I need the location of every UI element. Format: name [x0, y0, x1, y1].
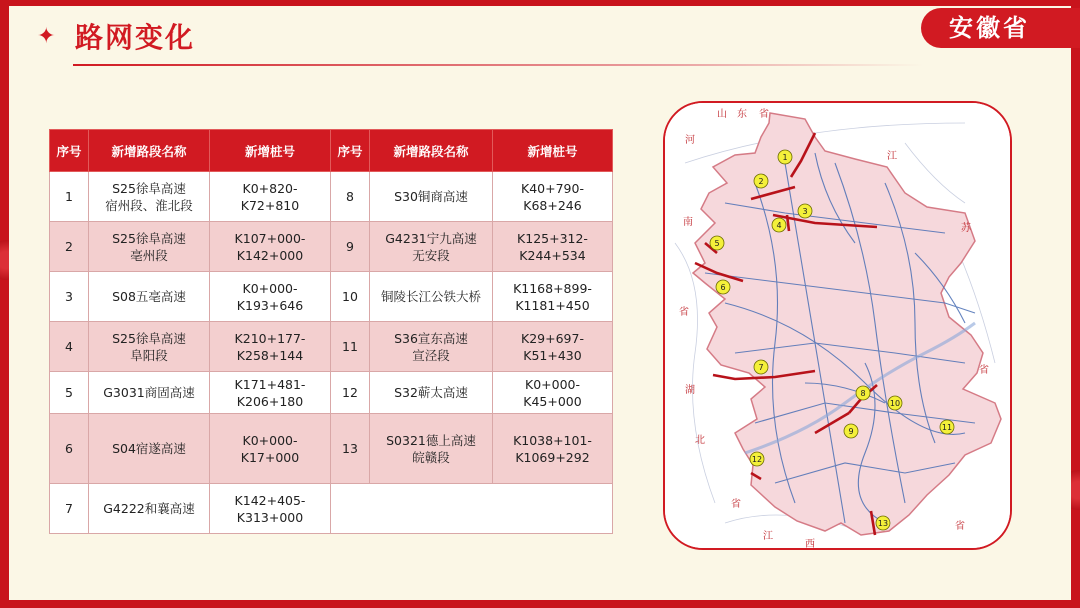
header-name: 新增路段名称	[370, 130, 493, 172]
map-marker-label: 1	[782, 153, 788, 162]
map-svg	[665, 103, 1012, 550]
stake-range	[493, 222, 613, 272]
stake-range	[493, 272, 613, 322]
map-label-hubei-1: 湖	[685, 385, 695, 396]
road-name	[89, 172, 210, 222]
header-name: 新增路段名称	[89, 130, 210, 172]
row-number: 1	[50, 172, 89, 222]
header-stake: 新增桩号	[210, 130, 331, 172]
road-name-line: G4222和襄高速	[103, 501, 195, 516]
stake-range-line: K313+000	[236, 509, 304, 525]
road-name-line: S04宿遂高速	[112, 441, 186, 456]
map-label-hubei-3: 省	[731, 499, 741, 510]
map-label-jiangsu-3: 省	[979, 365, 989, 376]
map-label-jiangxi-1: 江	[763, 531, 773, 542]
table-row	[50, 322, 613, 372]
stake-range-line: K17+000	[240, 449, 300, 465]
road-name-line: 皖赣段	[412, 449, 450, 465]
road-name-line: G4231宁九高速	[385, 230, 477, 246]
road-name-line: S0321德上高速	[386, 432, 476, 448]
road-name-line: 宿州段、淮北段	[105, 197, 193, 213]
stake-range	[493, 172, 613, 222]
map-marker-label: 8	[860, 389, 866, 398]
stake-range-line: K171+481-	[234, 376, 306, 392]
stake-range	[493, 414, 613, 484]
stake-range-line: K107+000-	[234, 230, 306, 246]
stake-range-line: K125+312-	[517, 230, 588, 246]
header-stake: 新增桩号	[493, 130, 613, 172]
map-label-shandong-3: 省	[759, 109, 769, 120]
stake-range-line: K40+790-	[521, 180, 584, 196]
stake-range-line: K1069+292	[515, 449, 590, 465]
road-change-table	[49, 129, 613, 534]
stake-range-line: K193+646	[236, 297, 304, 313]
table-row	[50, 272, 613, 322]
stake-range-line: K206+180	[236, 393, 304, 409]
stake-range	[210, 372, 331, 414]
road-name-line: S30铜商高速	[394, 189, 468, 204]
map-label-shandong-1: 山	[717, 109, 727, 120]
stake-range-line: K45+000	[523, 393, 582, 409]
map-marker-label: 9	[848, 427, 854, 436]
row-number: 13	[331, 414, 370, 484]
map-label-hubei-2: 北	[695, 435, 705, 446]
stake-range-line: K72+810	[240, 197, 300, 213]
map-marker-label: 6	[720, 283, 726, 292]
road-name	[370, 172, 493, 222]
table-row	[50, 484, 613, 534]
table-row	[50, 222, 613, 272]
map-marker-label: 4	[776, 221, 782, 230]
road-name-line: S36宣东高速	[394, 330, 468, 346]
map-label-jiangxi-2: 西	[805, 539, 815, 550]
map-label-jiangsu-1: 江	[887, 151, 897, 162]
map-marker-label: 2	[758, 177, 764, 186]
stake-range	[210, 484, 331, 534]
road-name-line: S25徐阜高速	[112, 180, 186, 196]
road-name-line: S32蕲太高速	[394, 385, 468, 400]
road-name-line: G3031商固高速	[103, 385, 195, 400]
stake-range-line: K244+534	[519, 247, 586, 263]
table-header-row	[50, 130, 613, 172]
stake-range-line: K0+000-	[242, 432, 298, 448]
table-row	[50, 372, 613, 414]
map-label-jiangsu-2: 苏	[961, 223, 971, 234]
road-name	[89, 372, 210, 414]
map-label-henan-3: 省	[679, 307, 689, 318]
stake-range-line: K142+000	[236, 247, 304, 263]
map-marker-label: 13	[877, 519, 889, 528]
row-number: 4	[50, 322, 89, 372]
map-label-shandong-2: 东	[737, 109, 747, 120]
map-label-henan-1: 河	[685, 135, 695, 146]
stake-range	[210, 322, 331, 372]
map-label-jiangxi-3: 省	[955, 521, 965, 532]
stake-range-line: K258+144	[236, 347, 304, 363]
row-number: 12	[331, 372, 370, 414]
stake-range	[210, 414, 331, 484]
empty-cell	[331, 484, 613, 534]
province-badge: 安徽省	[921, 8, 1080, 48]
stake-range	[210, 222, 331, 272]
row-number: 3	[50, 272, 89, 322]
road-name	[370, 414, 493, 484]
table-row	[50, 172, 613, 222]
stake-range	[210, 172, 331, 222]
map-marker-label: 11	[941, 423, 953, 432]
stake-range-line: K210+177-	[234, 330, 306, 346]
road-name-line: 亳州段	[130, 247, 168, 263]
road-name-line: S25徐阜高速	[112, 230, 186, 246]
stake-range	[493, 322, 613, 372]
header-no: 序号	[50, 130, 89, 172]
stake-range-line: K1168+899-	[513, 280, 592, 296]
page-title: 路网变化	[75, 21, 196, 54]
road-name	[370, 372, 493, 414]
title-divider	[73, 64, 923, 66]
stake-range	[493, 372, 613, 414]
header-no: 序号	[331, 130, 370, 172]
row-number: 8	[331, 172, 370, 222]
stake-range-line: K0+000-	[525, 376, 580, 392]
road-name-line: S25徐阜高速	[112, 330, 186, 346]
row-number: 2	[50, 222, 89, 272]
stake-range-line: K29+697-	[521, 330, 584, 346]
row-number: 9	[331, 222, 370, 272]
star-icon: ✦	[37, 24, 56, 49]
map-marker-label: 10	[889, 399, 901, 408]
map-marker-label: 3	[802, 207, 808, 216]
row-number: 7	[50, 484, 89, 534]
road-name	[89, 222, 210, 272]
road-name	[89, 484, 210, 534]
stake-range-line: K68+246	[523, 197, 582, 213]
road-name-line: 铜陵长江公铁大桥	[380, 289, 481, 304]
stake-range-line: K142+405-	[234, 492, 306, 508]
stake-range	[210, 272, 331, 322]
road-name-line: 宣泾段	[412, 347, 450, 363]
stake-range-line: K0+820-	[242, 180, 298, 196]
map-marker-label: 12	[751, 455, 763, 464]
row-number: 10	[331, 272, 370, 322]
row-number: 5	[50, 372, 89, 414]
map-marker-label: 7	[758, 363, 764, 372]
map-marker-label: 5	[714, 239, 720, 248]
stake-range-line: K1038+101-	[513, 432, 592, 448]
row-number: 6	[50, 414, 89, 484]
anhui-road-map	[663, 101, 1012, 550]
road-name-line: 无安段	[412, 247, 450, 263]
stake-range-line: K1181+450	[515, 297, 590, 313]
road-name	[370, 272, 493, 322]
road-name	[370, 222, 493, 272]
road-name	[89, 414, 210, 484]
road-name-line: 阜阳段	[130, 347, 168, 363]
table-row	[50, 414, 613, 484]
stake-range-line: K51+430	[523, 347, 582, 363]
map-label-henan-2: 南	[683, 217, 693, 228]
road-name	[89, 322, 210, 372]
stake-range-line: K0+000-	[242, 280, 298, 296]
road-name-line: S08五亳高速	[112, 289, 186, 304]
road-name	[370, 322, 493, 372]
road-name	[89, 272, 210, 322]
row-number: 11	[331, 322, 370, 372]
